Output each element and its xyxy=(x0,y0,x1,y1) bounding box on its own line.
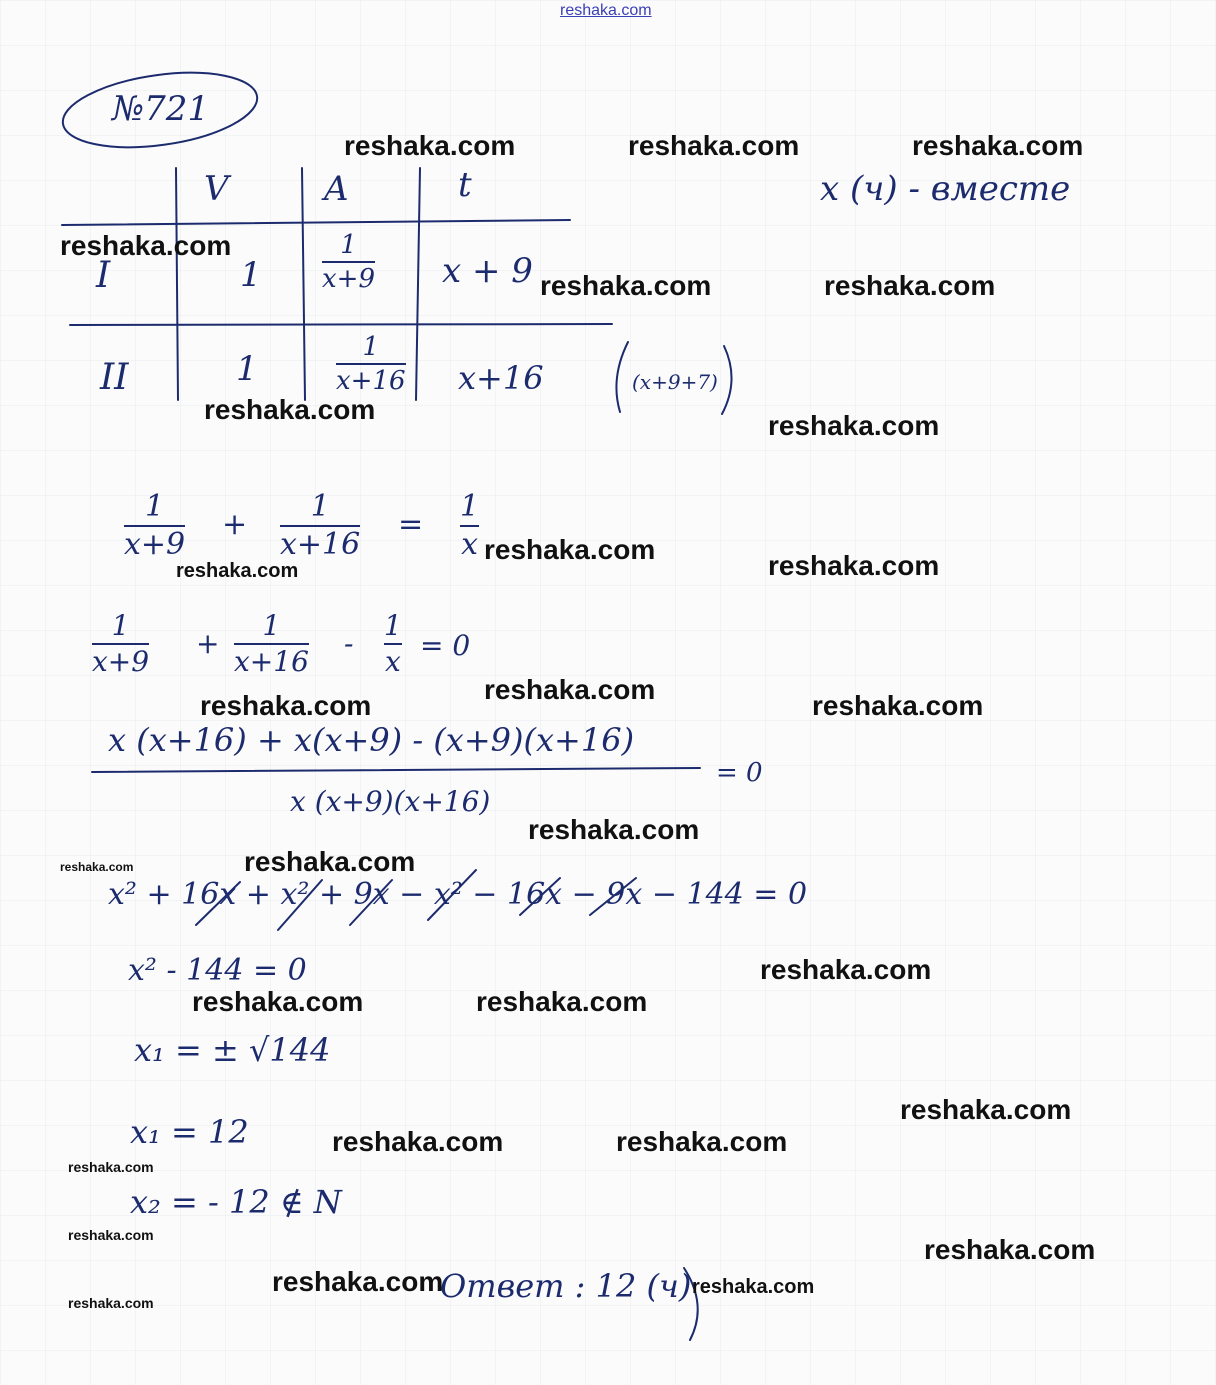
watermark: reshaka.com xyxy=(768,550,940,581)
fraction-numerator: 1 xyxy=(460,489,480,524)
eq4-expanded: x² + 16x + x² + 9x − x² − 16x − 9x − 144 = 0 xyxy=(108,877,808,912)
table-row-label-1: I xyxy=(96,255,111,296)
eq2-rhs: = 0 xyxy=(420,629,471,662)
site-link[interactable]: reshaka.com xyxy=(560,2,652,19)
watermark: reshaka.com xyxy=(760,954,932,985)
table-row-2-note: (x+9+7) xyxy=(632,370,718,394)
fraction-numerator: 1 xyxy=(145,489,165,524)
table-row-2-t: x+16 xyxy=(458,359,544,397)
watermark: reshaka.com xyxy=(692,1276,815,1298)
side-note: x (ч) - вместе xyxy=(820,169,1071,209)
eq1-op-equals: = xyxy=(398,507,424,542)
eq3-numerator: x (x+16) + x(x+9) - (x+9)(x+16) xyxy=(108,721,635,759)
watermark: reshaka.com xyxy=(192,986,364,1017)
eq8-root-2: x₂ = - 12 ∉ N xyxy=(130,1183,342,1221)
eq5-simplified: x² - 144 = 0 xyxy=(128,953,307,988)
watermark: reshaka.com xyxy=(824,270,996,301)
fraction-numerator: 1 xyxy=(384,609,402,642)
fraction-denominator: x+9 xyxy=(322,264,375,294)
watermark: reshaka.com xyxy=(768,410,940,441)
eq1-fraction-1 xyxy=(124,489,186,562)
table-row-1-a xyxy=(322,232,375,292)
fraction-denominator: x xyxy=(385,645,401,678)
watermark: reshaka.com xyxy=(332,1126,504,1157)
table-row-1-v: 1 xyxy=(240,255,262,295)
eq2-fraction-3 xyxy=(384,609,402,678)
watermark: reshaka.com xyxy=(344,130,516,161)
fraction-denominator: x+16 xyxy=(234,645,309,678)
fraction-bar xyxy=(336,363,406,365)
watermark: reshaka.com xyxy=(900,1094,1072,1125)
fraction-numerator: 1 xyxy=(340,230,357,260)
watermark: reshaka.com xyxy=(812,690,984,721)
eq3-rhs: = 0 xyxy=(716,758,763,788)
table-row-2-v: 1 xyxy=(236,349,258,389)
watermark: reshaka.com xyxy=(476,986,648,1017)
watermark: reshaka.com xyxy=(68,1295,154,1311)
fraction-numerator: 1 xyxy=(362,332,380,362)
answer: Ответ : 12 (ч) xyxy=(440,1267,692,1305)
fraction-numerator: 1 xyxy=(310,489,330,524)
watermark: reshaka.com xyxy=(912,130,1084,161)
watermark: reshaka.com xyxy=(200,690,372,721)
watermark: reshaka.com xyxy=(484,534,656,565)
eq6-root: x₁ = ± √144 xyxy=(134,1031,331,1069)
watermark: reshaka.com xyxy=(528,814,700,845)
watermark: reshaka.com xyxy=(204,394,376,425)
watermark: reshaka.com xyxy=(60,230,232,261)
table-row-1-t: x + 9 xyxy=(442,251,533,291)
watermark: reshaka.com xyxy=(484,674,656,705)
watermark: reshaka.com xyxy=(272,1266,444,1297)
eq7-root-1: x₁ = 12 xyxy=(130,1113,249,1151)
eq2-op-minus: - xyxy=(344,627,354,660)
eq2-fraction-2 xyxy=(234,609,309,678)
table-header-v: V xyxy=(204,169,229,209)
watermark: reshaka.com xyxy=(540,270,712,301)
watermark: reshaka.com xyxy=(68,1227,154,1243)
fraction-numerator: 1 xyxy=(262,609,281,642)
watermark: reshaka.com xyxy=(924,1234,1096,1265)
problem-number: №721 xyxy=(112,89,210,129)
watermark: reshaka.com xyxy=(628,130,800,161)
watermark: reshaka.com xyxy=(60,860,134,874)
fraction-numerator: 1 xyxy=(111,609,130,642)
eq2-fraction-1 xyxy=(92,609,150,678)
watermark: reshaka.com xyxy=(176,560,299,582)
eq1-fraction-3 xyxy=(460,489,480,562)
table-row-2-a xyxy=(336,334,406,394)
fraction-denominator: x+9 xyxy=(124,527,186,562)
fraction-denominator: x xyxy=(461,527,478,562)
table-header-t: t xyxy=(458,165,472,205)
watermark: reshaka.com xyxy=(244,846,416,877)
eq2-op-plus: + xyxy=(196,627,220,660)
eq1-fraction-2 xyxy=(280,489,361,562)
fraction-bar xyxy=(322,261,375,263)
fraction-denominator: x+16 xyxy=(280,527,361,562)
eq3-denominator: x (x+9)(x+16) xyxy=(290,785,491,818)
watermark: reshaka.com xyxy=(68,1159,154,1175)
eq1-op-plus: + xyxy=(222,507,248,542)
fraction-denominator: x+9 xyxy=(92,645,150,678)
table-row-label-2: II xyxy=(100,357,129,398)
watermark: reshaka.com xyxy=(616,1126,788,1157)
table-header-a: A xyxy=(324,169,349,209)
fraction-denominator: x+16 xyxy=(336,366,406,396)
